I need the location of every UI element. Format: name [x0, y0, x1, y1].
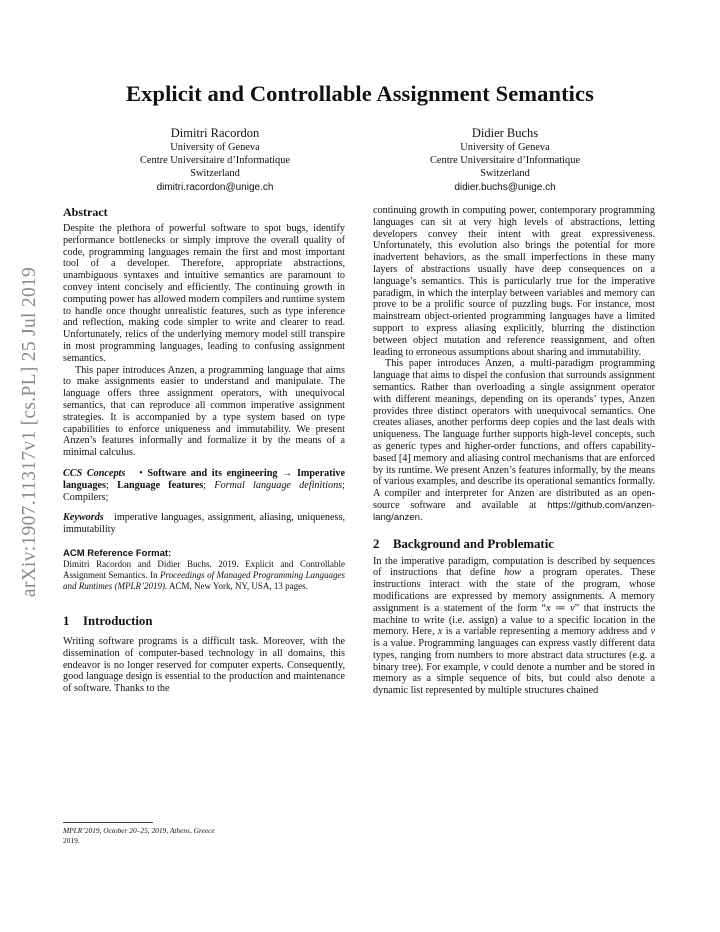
text-run: could denote a number and be stored in memory as a simple sequence of bits, but could also denote a dynamic list represented by multiple structures chained: [373, 661, 656, 697]
abstract-heading: Abstract: [63, 205, 108, 219]
section-number: 2: [373, 536, 380, 551]
author-email[interactable]: didier.buchs@unige.ch: [454, 181, 556, 193]
abstract-paragraph-2: This paper introduces Anzen, a programming language that aims to make assignments easier to understand and manipulate. The language offers three assignment operators, with unequivocal semantics, that can reproduce all common imperative assignment strategies. It is accompanied by a type system based on type capabilities to enforce uniqueness and immutability. We present Anzen’s features informally and formalize it by the means of a minimal calculus.: [63, 364, 345, 459]
paper-title: Explicit and Controllable Assignment Semantics: [126, 81, 594, 106]
keywords-text: imperative languages, assignment, aliasing, uniqueness, immutability: [63, 512, 346, 536]
ccs-concept: Compilers: [63, 491, 106, 503]
keywords-label: Keywords: [63, 512, 104, 524]
intro-paragraph-1-continued: continuing growth in computing power, contemporary programming languages can sit at very high levels of abstractions, letting developers convey their intent with great expressiveness. Unfortunately, this evolution also brings the potential for more inadvertent behaviors, as the small imperfections in these many layers of abstractions usually have deep consequences on a language’s semantics. This is particularly true for the imperative paradigm, in which the interplay between variables and memory can prove to be a prolific source of puzzling bugs. For instance, most mainstream object-oriented programming languages have a limited support to express aliasing explicitly, blurring the distinction between object mutation and reference reassignment, and often leading to erroneous assumptions about sharing and immutability.: [373, 205, 655, 358]
arxiv-stamp-text: arXiv:1907.11317v1 [cs.PL] 25 Jul 2019: [19, 266, 40, 598]
acm-reference-heading: ACM Reference Format:: [63, 547, 172, 559]
math-variable: x: [437, 626, 443, 638]
author-affiliation: Centre Universitaire d’Informatique: [139, 155, 291, 167]
right-column: [373, 205, 655, 697]
sentence-end: .: [419, 511, 423, 523]
intro-paragraph-1: Writing software programs is a difficult task. Moreover, with the dissemination of computer-based technology in all domains, this endeavor is no longer reserved for computer experts. Consequently, good language design is essential to the production and maintenance of software. Thanks to the: [63, 635, 345, 695]
section-number: 1: [63, 613, 70, 628]
author-affiliation: University of Geneva: [170, 142, 260, 153]
author-country: Switzerland: [190, 168, 240, 180]
author-block-1: [65, 125, 365, 194]
acm-reference-part: Dimitri Racordon and Didier Buchs. 2019. Explicit and Controllable Assignment Semantics. In: [63, 558, 345, 580]
acm-reference-part: ACM, New York, NY, USA, 13 pages.: [169, 580, 308, 591]
acm-reference-text: [63, 559, 345, 592]
section-title: Introduction: [83, 613, 153, 628]
ccs-concept: Language features: [117, 479, 204, 491]
acm-reference-venue: Proceedings of Managed Programming Languages and Runtimes (MPLR’2019).: [63, 569, 345, 591]
text-run: a program operates. These instructions interact with the state of the program, whose modifications are expressed by memory assignments. A memory assignment is a statement of the form “: [373, 567, 656, 614]
author-affiliation: Centre Universitaire d’Informatique: [429, 155, 581, 167]
intro-paragraph-2-text: This paper introduces Anzen, a multi-paradigm programming language that aims to dispel the confusion that surrounds assignment semantics. Rather than overloading a single assignment operator with different meanings, depending on its operands’ types, Anzen provides three distinct operators with unequivocal semantics. One creates aliases, another performs deep copies and the last deals with uniqueness. The language further supports high-level concepts, such as generic types and higher-order functions, and offers capability-based [4] memory and aliasing control mechanisms that are enforced by its runtime. We present Anzen’s features informally, by the means of various examples, and describe its operational semantics formally. A compiler and interpreter for Anzen are distributed as an open-source software and available at: [373, 358, 655, 511]
ccs-concept: Software and its engineering: [147, 467, 278, 479]
acm-reference: [63, 548, 345, 592]
footnote-rule: [63, 822, 153, 823]
ccs-arrow: →: [282, 467, 293, 479]
text-run: is a value. Programming languages can express vastly different data types, ranging from numbers to more abstract data structures (e.g. a binary tree). For example,: [373, 638, 655, 673]
ccs-separator: ;: [106, 479, 109, 491]
footnote-venue: MPLR’2019, October 20–25, 2019, Athens, Greece: [63, 826, 215, 835]
section-heading-introduction: [63, 614, 345, 629]
author-country: Switzerland: [480, 168, 530, 180]
footnote-year: 2019.: [63, 836, 80, 845]
section-heading-background: [373, 537, 655, 552]
text-run: is a variable representing a memory address and: [445, 626, 648, 638]
ccs-separator: ;: [203, 479, 207, 491]
ccs-separator: ;: [105, 491, 109, 503]
emphasis: how: [504, 567, 522, 579]
arxiv-stamp: [16, 232, 44, 632]
anzen-repo-link[interactable]: https://github.com/anzen-lang/anzen: [373, 499, 656, 523]
text-run: ” that instructs the machine to write (i.e. assign) a value to a specific location in the memory. Here,: [373, 602, 655, 638]
author-affiliation: University of Geneva: [460, 142, 550, 153]
abstract-paragraph-1: Despite the plethora of powerful software to spot bugs, identify performance bottlenecks or simply improve the overall quality of code, programming languages remain the first and most important tool of a developer. Therefore, appropriate abstractions, unambiguous syntaxes and intuitive semantics are paramount to convey intent concisely and efficiently. The continuing growth in computing power has allowed modern compilers and runtime system to handle once thought unrealistic features, such as type inference and reflection, making code simpler to write and clearer to read. Unfortunately, relics of the underlying memory model still transpire in most programming languages, leading to confusing assignment semantics.: [63, 223, 345, 364]
ccs-label: CCS Concepts: [63, 467, 126, 479]
left-column: [63, 205, 345, 695]
venue-footnote: [63, 822, 345, 846]
intro-paragraph-2: [373, 358, 655, 523]
keywords: [63, 512, 345, 536]
author-email[interactable]: dimitri.racordon@unige.ch: [156, 181, 274, 193]
ccs-separator: ;: [342, 479, 345, 491]
background-paragraph-1: [373, 556, 655, 698]
text-run: In the imperative paradigm, computation is described by sequences of instructions that define: [373, 555, 655, 579]
author-block-2: [355, 125, 655, 194]
ccs-concept: Formal language definitions: [214, 479, 343, 491]
ccs-concepts: [63, 468, 345, 503]
author-name: Dimitri Racordon: [170, 126, 260, 140]
ccs-concept: Imperative languages: [63, 467, 346, 491]
math-variable: v: [650, 626, 656, 638]
math-variable: v: [483, 661, 489, 673]
ccs-bullet: •: [139, 467, 143, 479]
author-name: Didier Buchs: [471, 126, 539, 140]
assignment-formula: x ≔ v: [546, 602, 575, 614]
section-title: Background and Problematic: [393, 536, 554, 551]
